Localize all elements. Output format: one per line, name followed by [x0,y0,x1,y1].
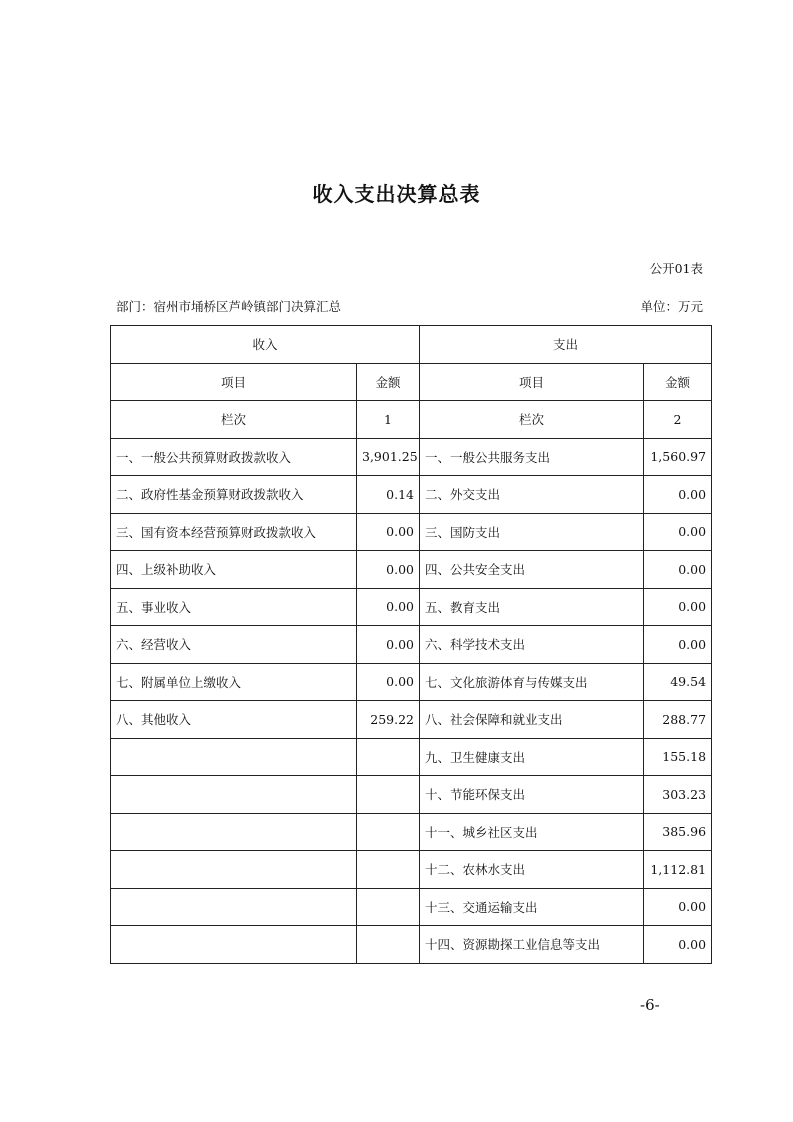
income-amount-cell: 0.00 [357,513,420,551]
expense-item-cell: 三、国防支出 [420,513,644,551]
expense-amount-cell: 288.77 [644,701,712,739]
expense-amount-cell: 0.00 [644,926,712,964]
expense-amount-header: 金额 [644,363,712,401]
expense-item-cell: 五、教育支出 [420,588,644,626]
income-amount-cell: 0.00 [357,551,420,589]
income-item-cell [111,851,357,889]
table-row [111,626,712,664]
expense-item-cell: 十二、农林水支出 [420,851,644,889]
income-item-cell: 三、国有资本经营预算财政拨款收入 [111,513,357,551]
expense-amount-cell: 0.00 [644,513,712,551]
income-item-cell [111,888,357,926]
income-section-header: 收入 [111,326,420,364]
expense-amount-cell: 303.23 [644,776,712,814]
section-header-row [111,326,712,364]
income-item-cell: 一、一般公共预算财政拨款收入 [111,438,357,476]
income-amount-cell [357,851,420,889]
expense-amount-cell: 155.18 [644,738,712,776]
expense-item-cell: 十、节能环保支出 [420,776,644,814]
income-amount-cell: 0.00 [357,588,420,626]
table-row [111,701,712,739]
income-amount-cell: 0.14 [357,476,420,514]
department-label: 部门：宿州市埇桥区芦岭镇部门决算汇总 [116,299,342,314]
table-row [111,551,712,589]
form-number: 公开01表 [649,261,703,276]
table-row [111,888,712,926]
table-row [111,738,712,776]
table-row [111,476,712,514]
expense-item-cell: 六、科学技术支出 [420,626,644,664]
expense-amount-cell: 0.00 [644,888,712,926]
expense-index-value: 2 [644,401,712,439]
income-item-cell [111,738,357,776]
income-amount-cell [357,813,420,851]
income-index-value: 1 [357,401,420,439]
income-amount-cell: 0.00 [357,663,420,701]
column-header-row [111,363,712,401]
expense-item-cell: 九、卫生健康支出 [420,738,644,776]
income-amount-cell [357,888,420,926]
income-amount-header: 金额 [357,363,420,401]
expense-amount-cell: 0.00 [644,551,712,589]
expense-section-header: 支出 [420,326,712,364]
expense-amount-cell: 1,112.81 [644,851,712,889]
expense-amount-cell: 1,560.97 [644,438,712,476]
expense-item-cell: 十四、资源勘探工业信息等支出 [420,926,644,964]
income-item-cell: 二、政府性基金预算财政拨款收入 [111,476,357,514]
expense-amount-cell: 0.00 [644,588,712,626]
expense-item-cell: 十一、城乡社区支出 [420,813,644,851]
expense-item-cell: 十三、交通运输支出 [420,888,644,926]
expense-index-label: 栏次 [420,401,644,439]
table-row [111,776,712,814]
expense-amount-cell: 0.00 [644,626,712,664]
income-amount-cell: 3,901.25 [357,438,420,476]
income-item-cell: 五、事业收入 [111,588,357,626]
income-index-label: 栏次 [111,401,357,439]
income-amount-cell: 259.22 [357,701,420,739]
income-expense-table [110,325,712,964]
income-item-cell [111,813,357,851]
table-row [111,438,712,476]
expense-item-cell: 二、外交支出 [420,476,644,514]
income-item-cell: 六、经营收入 [111,626,357,664]
income-amount-cell [357,926,420,964]
expense-item-cell: 四、公共安全支出 [420,551,644,589]
expense-amount-cell: 385.96 [644,813,712,851]
table-row [111,588,712,626]
income-item-cell [111,926,357,964]
expense-item-cell: 八、社会保障和就业支出 [420,701,644,739]
expense-item-cell: 七、文化旅游体育与传媒支出 [420,663,644,701]
expense-item-cell: 一、一般公共服务支出 [420,438,644,476]
income-amount-cell [357,776,420,814]
page-number: -6- [640,996,660,1014]
page-title: 收入支出决算总表 [312,182,481,206]
expense-amount-cell: 49.54 [644,663,712,701]
income-item-header: 项目 [111,363,357,401]
expense-item-header: 项目 [420,363,644,401]
table-row [111,663,712,701]
income-amount-cell: 0.00 [357,626,420,664]
table-row [111,513,712,551]
income-item-cell: 八、其他收入 [111,701,357,739]
unit-label: 单位：万元 [640,299,703,314]
table-row [111,926,712,964]
table-row [111,851,712,889]
table-row [111,813,712,851]
column-index-row [111,401,712,439]
income-item-cell [111,776,357,814]
income-item-cell: 七、附属单位上缴收入 [111,663,357,701]
expense-amount-cell: 0.00 [644,476,712,514]
income-item-cell: 四、上级补助收入 [111,551,357,589]
income-amount-cell [357,738,420,776]
